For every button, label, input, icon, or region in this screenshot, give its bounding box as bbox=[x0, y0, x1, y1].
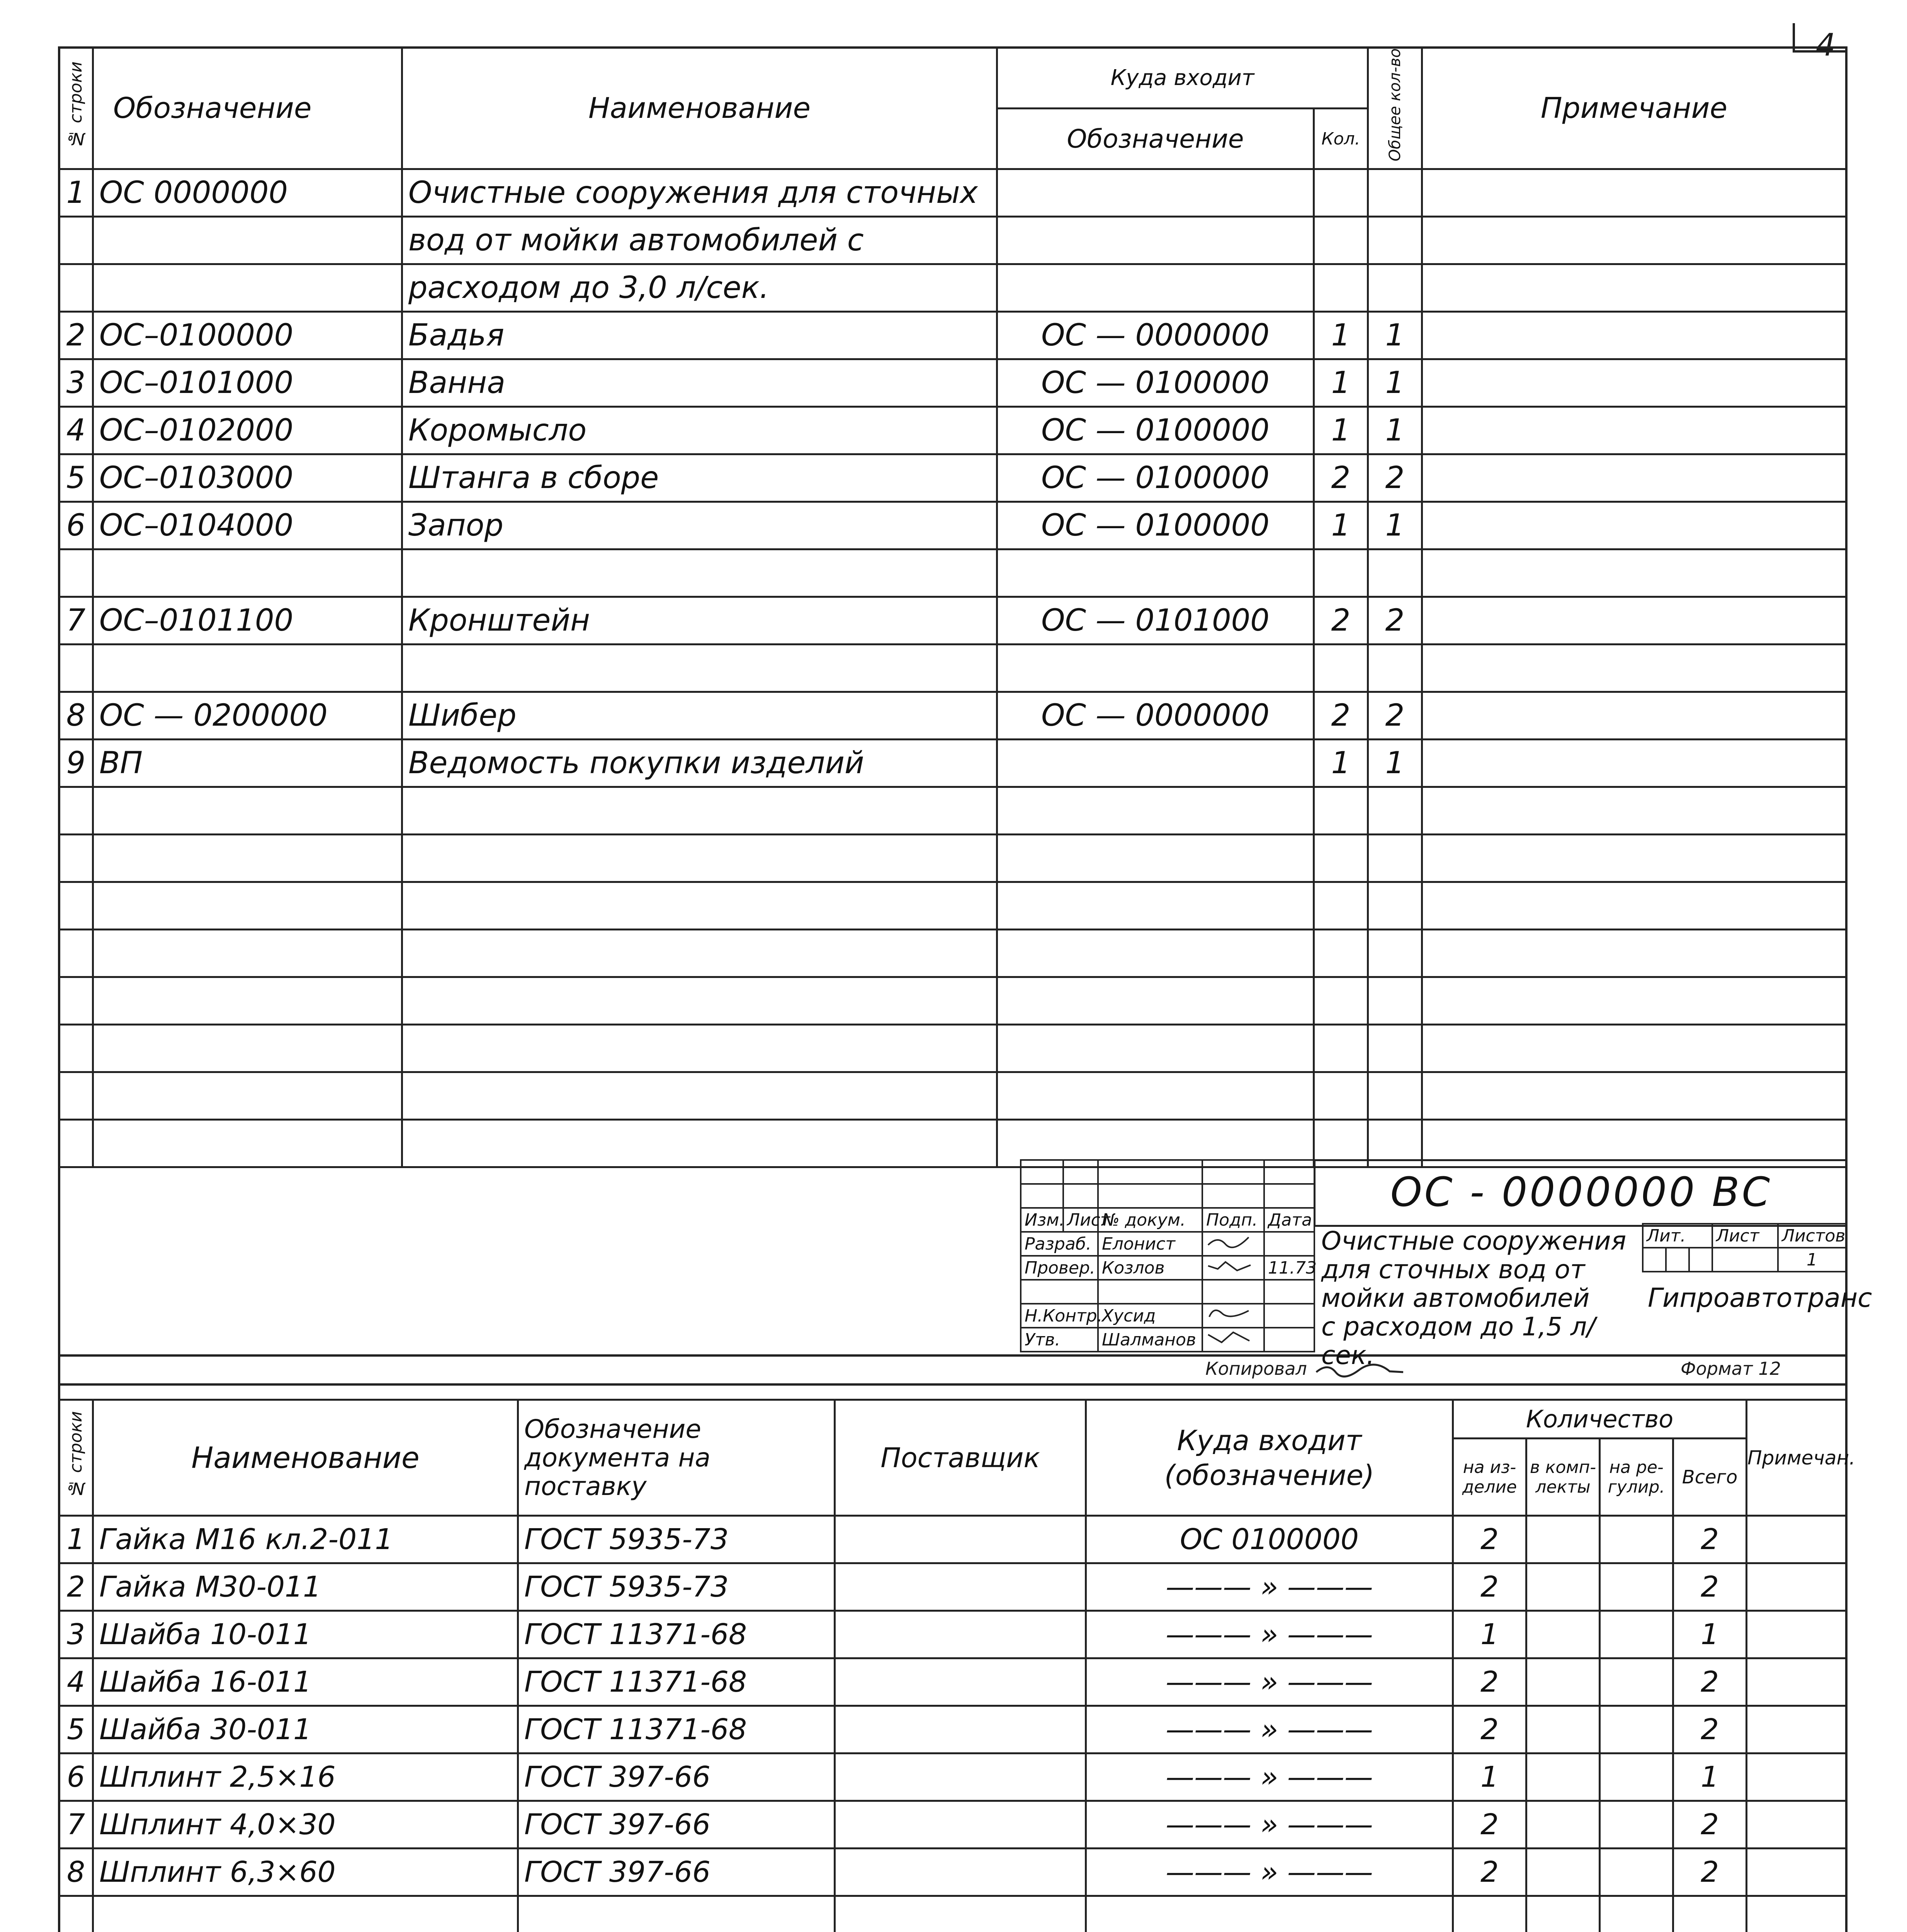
bill-cell-item: 2 bbox=[1453, 1706, 1526, 1753]
spec-cell-total bbox=[1368, 217, 1422, 264]
bill-cell-empty bbox=[1526, 1611, 1600, 1658]
bill-cell-total: 1 bbox=[1673, 1753, 1747, 1801]
spec-cell-total bbox=[1368, 549, 1422, 597]
spec-cell-into bbox=[997, 645, 1314, 692]
bill-cell-empty bbox=[1747, 1611, 1846, 1658]
spec-cell-designation bbox=[93, 217, 402, 264]
stamp1-person: Шалманов bbox=[1098, 1328, 1202, 1352]
header-goes-into: Куда входит bbox=[997, 48, 1368, 109]
spec-cell-qty: 1 bbox=[1314, 359, 1368, 407]
bill-cell-empty bbox=[835, 1849, 1086, 1896]
spec-cell-note bbox=[1422, 502, 1846, 549]
bill-cell-name: Шайба 16-011 bbox=[93, 1658, 518, 1706]
purchased-items-body bbox=[59, 1516, 1846, 1932]
stamp1-signature bbox=[1202, 1304, 1264, 1328]
bill-header-name: Наименование bbox=[93, 1400, 518, 1516]
spec-row bbox=[59, 169, 1846, 217]
bill-row bbox=[59, 1563, 1846, 1611]
spec-cell-name: Коромысло bbox=[402, 407, 997, 454]
spec-cell-note bbox=[1422, 359, 1846, 407]
stamp1-col-date: Дата bbox=[1264, 1208, 1314, 1232]
spec-cell-name: Шибер bbox=[402, 692, 997, 740]
spec-cell-no bbox=[59, 264, 93, 312]
bill-header-q-total: Всего bbox=[1673, 1439, 1747, 1516]
bill-cell-empty bbox=[1600, 1658, 1673, 1706]
bill-cell-total: 2 bbox=[1673, 1849, 1747, 1896]
bill-cell-no: 5 bbox=[59, 1706, 93, 1753]
stamp1-col-sign: Подп. bbox=[1202, 1208, 1264, 1232]
spec-cell-designation: ОС–0101100 bbox=[93, 597, 402, 645]
spec-cell-no: 2 bbox=[59, 312, 93, 359]
spec-empty-row bbox=[59, 1072, 1846, 1120]
spec-cell-into bbox=[997, 217, 1314, 264]
specification-table bbox=[58, 46, 1847, 1168]
purchased-items-table bbox=[58, 1399, 1856, 1932]
bill-cell-doc: ГОСТ 397-66 bbox=[518, 1753, 835, 1801]
bill-cell-empty bbox=[1747, 1706, 1846, 1753]
spec-row bbox=[59, 502, 1846, 549]
spec-empty-row bbox=[59, 835, 1846, 882]
spec-cell-note bbox=[1422, 169, 1846, 217]
spec-row bbox=[59, 264, 1846, 312]
spec-cell-no: 4 bbox=[59, 407, 93, 454]
bill-cell-doc: ГОСТ 397-66 bbox=[518, 1801, 835, 1849]
spec-cell-into: ОС — 0000000 bbox=[997, 312, 1314, 359]
bill-cell-empty bbox=[1600, 1611, 1673, 1658]
stamp1-col-list: Лист bbox=[1063, 1208, 1098, 1232]
spec-cell-no bbox=[59, 549, 93, 597]
bill-cell-empty bbox=[1526, 1801, 1600, 1849]
bill-cell-total: 2 bbox=[1673, 1563, 1747, 1611]
bill-cell-empty bbox=[1600, 1849, 1673, 1896]
spec-row bbox=[59, 597, 1846, 645]
bill-cell-item: 1 bbox=[1453, 1611, 1526, 1658]
bill-cell-name: Шплинт 4,0×30 bbox=[93, 1801, 518, 1849]
stamp1-code-cell bbox=[1314, 1159, 1847, 1227]
spec-cell-no: 8 bbox=[59, 692, 93, 740]
spec-cell-designation: ОС–0104000 bbox=[93, 502, 402, 549]
spec-cell-qty bbox=[1314, 645, 1368, 692]
bill-cell-empty bbox=[1747, 1849, 1846, 1896]
header-goes-into-designation: Обозначение bbox=[997, 108, 1314, 169]
spec-cell-into bbox=[997, 549, 1314, 597]
stamp1-signature bbox=[1202, 1232, 1264, 1256]
stamp1-sheet-label: Лист bbox=[1712, 1224, 1778, 1248]
bill-cell-into: ——— » ——— bbox=[1086, 1801, 1453, 1849]
bill-cell-name: Шайба 30-011 bbox=[93, 1706, 518, 1753]
spec-row bbox=[59, 645, 1846, 692]
spec-cell-note bbox=[1422, 264, 1846, 312]
spec-row bbox=[59, 217, 1846, 264]
spec-cell-note bbox=[1422, 454, 1846, 502]
spec-cell-qty: 1 bbox=[1314, 407, 1368, 454]
spec-cell-no: 1 bbox=[59, 169, 93, 217]
spec-cell-total: 1 bbox=[1368, 502, 1422, 549]
bill-cell-empty bbox=[835, 1516, 1086, 1563]
spec-cell-designation: ОС–0101000 bbox=[93, 359, 402, 407]
spec-cell-total: 2 bbox=[1368, 597, 1422, 645]
spec-cell-total bbox=[1368, 264, 1422, 312]
spec-cell-into bbox=[997, 169, 1314, 217]
bill-cell-no: 1 bbox=[59, 1516, 93, 1563]
bill-cell-item: 2 bbox=[1453, 1563, 1526, 1611]
spec-cell-total: 1 bbox=[1368, 312, 1422, 359]
bill-cell-empty bbox=[835, 1611, 1086, 1658]
bill-cell-empty bbox=[1526, 1706, 1600, 1753]
header-designation: Обозначение bbox=[93, 48, 402, 169]
bill-cell-empty bbox=[1526, 1849, 1600, 1896]
spec-cell-designation bbox=[93, 549, 402, 597]
spec-cell-name bbox=[402, 645, 997, 692]
spec-cell-note bbox=[1422, 312, 1846, 359]
spec-cell-qty bbox=[1314, 217, 1368, 264]
spec-cell-into: ОС — 0100000 bbox=[997, 502, 1314, 549]
spec-cell-note bbox=[1422, 549, 1846, 597]
spec-cell-into: ОС — 0101000 bbox=[997, 597, 1314, 645]
spec-cell-designation: ОС 0000000 bbox=[93, 169, 402, 217]
bill-cell-name: Шайба 10-011 bbox=[93, 1611, 518, 1658]
bill-cell-empty bbox=[1526, 1753, 1600, 1801]
bill-cell-empty bbox=[1600, 1753, 1673, 1801]
bill-cell-total: 2 bbox=[1673, 1801, 1747, 1849]
bill-empty-row bbox=[59, 1896, 1846, 1932]
spec-cell-into: ОС — 0100000 bbox=[997, 407, 1314, 454]
spec-cell-qty: 2 bbox=[1314, 454, 1368, 502]
bill-cell-empty bbox=[835, 1706, 1086, 1753]
bill-cell-empty bbox=[835, 1658, 1086, 1706]
bill-cell-total: 2 bbox=[1673, 1658, 1747, 1706]
spec-cell-total bbox=[1368, 645, 1422, 692]
spec-empty-row bbox=[59, 977, 1846, 1025]
spec-cell-note bbox=[1422, 407, 1846, 454]
header-name: Наименование bbox=[402, 48, 997, 169]
bill-cell-empty bbox=[835, 1801, 1086, 1849]
stamp1-signature bbox=[1202, 1256, 1264, 1280]
spec-cell-no bbox=[59, 217, 93, 264]
spec-cell-name: Ванна bbox=[402, 359, 997, 407]
bill-cell-empty bbox=[1747, 1801, 1846, 1849]
stamp1-role: Разраб. bbox=[1021, 1232, 1098, 1256]
header-total-qty: Общее кол-во bbox=[1368, 48, 1422, 169]
spec-cell-designation: ОС–0100000 bbox=[93, 312, 402, 359]
bill-cell-into: ——— » ——— bbox=[1086, 1563, 1453, 1611]
spec-cell-total: 1 bbox=[1368, 740, 1422, 787]
spec-cell-no: 9 bbox=[59, 740, 93, 787]
bill-cell-into: ——— » ——— bbox=[1086, 1753, 1453, 1801]
spec-cell-total: 2 bbox=[1368, 454, 1422, 502]
spec-cell-name: Ведомость покупки изделий bbox=[402, 740, 997, 787]
spec-cell-name: Очистные сооружения для сточных bbox=[402, 169, 997, 217]
spec-cell-qty bbox=[1314, 264, 1368, 312]
stamp1-sheets-value: 1 bbox=[1778, 1248, 1846, 1272]
stamp1-copied: Копировал bbox=[1205, 1358, 1405, 1380]
bill-cell-doc: ГОСТ 11371-68 bbox=[518, 1611, 835, 1658]
bill-cell-name: Гайка М30-011 bbox=[93, 1563, 518, 1611]
bill-cell-empty bbox=[1747, 1563, 1846, 1611]
bill-cell-empty bbox=[835, 1753, 1086, 1801]
bill-row bbox=[59, 1706, 1846, 1753]
spec-row bbox=[59, 407, 1846, 454]
separator-line bbox=[58, 1383, 1845, 1386]
stamp1-date bbox=[1264, 1304, 1314, 1328]
spec-cell-no: 7 bbox=[59, 597, 93, 645]
spec-cell-designation: ОС–0102000 bbox=[93, 407, 402, 454]
bill-cell-empty bbox=[1747, 1658, 1846, 1706]
spec-row bbox=[59, 740, 1846, 787]
bill-cell-name: Шплинт 6,3×60 bbox=[93, 1849, 518, 1896]
bill-cell-empty bbox=[1600, 1801, 1673, 1849]
stamp1-col-doc: № докум. bbox=[1098, 1208, 1202, 1232]
stamp1-role: Провер. bbox=[1021, 1256, 1098, 1280]
bill-row bbox=[59, 1516, 1846, 1563]
bill-cell-total: 2 bbox=[1673, 1516, 1747, 1563]
bill-header-into: Куда входит (обозначение) bbox=[1086, 1400, 1453, 1516]
stamp1-sheet-grid bbox=[1642, 1223, 1847, 1272]
bill-cell-empty bbox=[1747, 1753, 1846, 1801]
spec-cell-no: 3 bbox=[59, 359, 93, 407]
bill-header-supplier: Поставщик bbox=[835, 1400, 1086, 1516]
spec-cell-name: Запор bbox=[402, 502, 997, 549]
bill-row bbox=[59, 1801, 1846, 1849]
spec-cell-note bbox=[1422, 597, 1846, 645]
spec-cell-qty: 1 bbox=[1314, 740, 1368, 787]
bill-cell-doc: ГОСТ 11371-68 bbox=[518, 1658, 835, 1706]
bill-header-q-kit: в комп-лекты bbox=[1526, 1439, 1600, 1516]
stamp1-date bbox=[1264, 1328, 1314, 1352]
bill-cell-doc: ГОСТ 11371-68 bbox=[518, 1706, 835, 1753]
bill-cell-empty bbox=[1747, 1516, 1846, 1563]
bill-cell-item: 2 bbox=[1453, 1849, 1526, 1896]
spec-cell-into bbox=[997, 264, 1314, 312]
bill-cell-doc: ГОСТ 5935-73 bbox=[518, 1516, 835, 1563]
stamp1-signature bbox=[1202, 1328, 1264, 1352]
bill-cell-no: 2 bbox=[59, 1563, 93, 1611]
stamp1-person: Елонист bbox=[1098, 1232, 1202, 1256]
spec-cell-name: расходом до 3,0 л/сек. bbox=[402, 264, 997, 312]
spec-cell-qty: 2 bbox=[1314, 597, 1368, 645]
spec-cell-total: 1 bbox=[1368, 359, 1422, 407]
bill-cell-doc: ГОСТ 5935-73 bbox=[518, 1563, 835, 1611]
bill-header-row-no: № строки bbox=[59, 1400, 93, 1516]
spec-cell-note bbox=[1422, 645, 1846, 692]
spec-cell-into bbox=[997, 740, 1314, 787]
bill-cell-into: ——— » ——— bbox=[1086, 1658, 1453, 1706]
spec-cell-into: ОС — 0000000 bbox=[997, 692, 1314, 740]
spec-cell-name: Штанга в сборе bbox=[402, 454, 997, 502]
spec-cell-no: 5 bbox=[59, 454, 93, 502]
header-row-no: № строки bbox=[59, 48, 93, 169]
spec-empty-row bbox=[59, 882, 1846, 930]
bill-cell-no: 8 bbox=[59, 1849, 93, 1896]
spec-cell-qty: 2 bbox=[1314, 692, 1368, 740]
spec-row bbox=[59, 454, 1846, 502]
spec-cell-qty: 1 bbox=[1314, 312, 1368, 359]
stamp1-lit-label: Лит. bbox=[1643, 1224, 1712, 1248]
bill-row bbox=[59, 1849, 1846, 1896]
bill-cell-empty bbox=[1600, 1516, 1673, 1563]
bill-row bbox=[59, 1658, 1846, 1706]
bill-header-q-item: на из-делие bbox=[1453, 1439, 1526, 1516]
spec-cell-name: Бадья bbox=[402, 312, 997, 359]
stamp1-title: Очистные сооружения для сточных вод от мойки автомобилей с расходом до 1,5 л/сек. bbox=[1321, 1226, 1627, 1370]
spec-cell-designation: ВП bbox=[93, 740, 402, 787]
spec-empty-row bbox=[59, 787, 1846, 835]
page-number: 4 bbox=[1816, 27, 1836, 63]
spec-cell-designation bbox=[93, 645, 402, 692]
stamp1-date: 11.73 bbox=[1264, 1256, 1314, 1280]
spec-cell-total: 1 bbox=[1368, 407, 1422, 454]
spec-cell-no: 6 bbox=[59, 502, 93, 549]
bill-cell-into: ——— » ——— bbox=[1086, 1849, 1453, 1896]
bill-cell-item: 2 bbox=[1453, 1516, 1526, 1563]
stamp1-person: Хусид bbox=[1098, 1304, 1202, 1328]
spec-cell-qty bbox=[1314, 549, 1368, 597]
bill-cell-name: Шплинт 2,5×16 bbox=[93, 1753, 518, 1801]
spec-cell-designation: ОС–0103000 bbox=[93, 454, 402, 502]
bill-cell-into: ОС 0100000 bbox=[1086, 1516, 1453, 1563]
stamp1-org: Гипроавтотранс bbox=[1648, 1283, 1872, 1313]
stamp1-person: Козлов bbox=[1098, 1256, 1202, 1280]
spec-cell-qty: 1 bbox=[1314, 502, 1368, 549]
spec-row bbox=[59, 549, 1846, 597]
spec-cell-note bbox=[1422, 217, 1846, 264]
bill-cell-total: 1 bbox=[1673, 1611, 1747, 1658]
header-note: Примечание bbox=[1422, 48, 1846, 169]
stamp1-sheets-label: Листов bbox=[1778, 1224, 1846, 1248]
bill-cell-no: 7 bbox=[59, 1801, 93, 1849]
stamp1-role: Утв. bbox=[1021, 1328, 1098, 1352]
bill-header-q-reg: на ре-гулир. bbox=[1600, 1439, 1673, 1516]
bill-cell-empty bbox=[1600, 1563, 1673, 1611]
spec-cell-note bbox=[1422, 740, 1846, 787]
bill-header-doc: Обозначение документа на поставку bbox=[518, 1400, 835, 1516]
header-qty: Кол. bbox=[1314, 108, 1368, 169]
bill-cell-empty bbox=[1526, 1516, 1600, 1563]
bill-cell-name: Гайка М16 кл.2-011 bbox=[93, 1516, 518, 1563]
spec-row bbox=[59, 359, 1846, 407]
bill-cell-no: 4 bbox=[59, 1658, 93, 1706]
spec-cell-name bbox=[402, 549, 997, 597]
bill-cell-total: 2 bbox=[1673, 1706, 1747, 1753]
stamp1-format: Формат 12 bbox=[1681, 1358, 1781, 1379]
spec-cell-qty bbox=[1314, 169, 1368, 217]
bill-cell-item: 2 bbox=[1453, 1801, 1526, 1849]
spec-empty-row bbox=[59, 930, 1846, 977]
bill-cell-empty bbox=[835, 1563, 1086, 1611]
spec-cell-into: ОС — 0100000 bbox=[997, 359, 1314, 407]
specification-body bbox=[59, 169, 1846, 1167]
spec-empty-row bbox=[59, 1025, 1846, 1072]
bill-cell-empty bbox=[1526, 1563, 1600, 1611]
spec-cell-note bbox=[1422, 692, 1846, 740]
bill-cell-into: ——— » ——— bbox=[1086, 1706, 1453, 1753]
spec-row bbox=[59, 312, 1846, 359]
spec-cell-designation bbox=[93, 264, 402, 312]
spec-cell-into: ОС — 0100000 bbox=[997, 454, 1314, 502]
stamp1-code: ОС - 0000000 ВС bbox=[1390, 1168, 1773, 1216]
bill-cell-item: 1 bbox=[1453, 1753, 1526, 1801]
bill-cell-doc: ГОСТ 397-66 bbox=[518, 1849, 835, 1896]
bill-cell-into: ——— » ——— bbox=[1086, 1611, 1453, 1658]
bill-header-quantity: Количество bbox=[1453, 1400, 1747, 1439]
spec-cell-name: Кронштейн bbox=[402, 597, 997, 645]
spec-row bbox=[59, 692, 1846, 740]
bill-cell-item: 2 bbox=[1453, 1658, 1526, 1706]
spec-cell-designation: ОС — 0200000 bbox=[93, 692, 402, 740]
stamp1-col-izm: Изм. bbox=[1021, 1208, 1063, 1232]
bill-cell-no: 3 bbox=[59, 1611, 93, 1658]
spec-cell-total bbox=[1368, 169, 1422, 217]
stamp1-signature-grid bbox=[1020, 1159, 1315, 1352]
spec-cell-no bbox=[59, 645, 93, 692]
bill-row bbox=[59, 1753, 1846, 1801]
spec-cell-name: вод от мойки автомобилей с bbox=[402, 217, 997, 264]
stamp1-date bbox=[1264, 1232, 1314, 1256]
bill-row bbox=[59, 1611, 1846, 1658]
bill-cell-no: 6 bbox=[59, 1753, 93, 1801]
bill-cell-empty bbox=[1526, 1658, 1600, 1706]
bill-header-note: Примечан. bbox=[1747, 1400, 1846, 1516]
bill-cell-empty bbox=[1600, 1706, 1673, 1753]
spec-cell-total: 2 bbox=[1368, 692, 1422, 740]
stamp1-role: Н.Контр. bbox=[1021, 1304, 1098, 1328]
